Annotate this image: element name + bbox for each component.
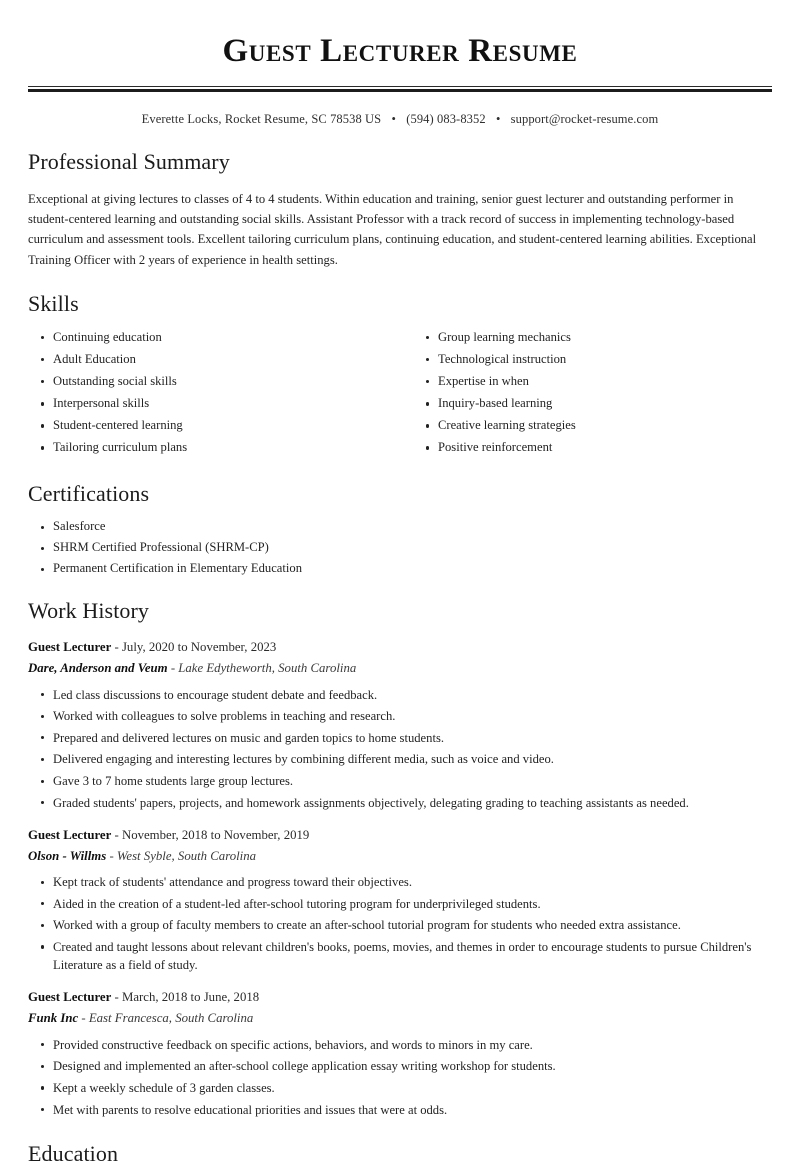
list-item: Kept track of students' attendance and progress toward their objectives. (28, 873, 772, 891)
list-item: Student-centered learning (28, 417, 400, 435)
contact-phone: (594) 083-8352 (406, 112, 486, 127)
list-item: Interpersonal skills (28, 395, 400, 413)
job-company: Funk Inc (28, 1011, 79, 1026)
job-separator: - (114, 990, 119, 1005)
section-heading-skills: Skills (28, 291, 79, 317)
job-separator: - (170, 660, 176, 675)
job-separator: - (81, 1011, 86, 1026)
job-dates: March, 2018 to June, 2018 (121, 990, 260, 1005)
job-bullet-list (28, 1036, 772, 1119)
contact-address: Everette Locks, Rocket Resume, SC 78538 US (141, 112, 382, 127)
job-separator: - (114, 827, 119, 842)
list-item: Tailoring curriculum plans (28, 439, 400, 457)
list-item: Met with parents to resolve educational priorities and issues that were at odds. (28, 1101, 772, 1119)
header-divider (28, 86, 772, 92)
job-company: Dare, Anderson and Veum (28, 660, 168, 675)
job-title-line (28, 638, 772, 657)
page-title: Guest Lecturer Resume (222, 33, 578, 69)
section-heading-education: Education (28, 1140, 119, 1166)
list-item: Salesforce (28, 518, 772, 536)
list-item: Delivered engaging and interesting lectures by combining different media, such as voice and video. (28, 750, 772, 768)
job-bullet-list (28, 686, 772, 812)
job-responsibilities (28, 1036, 772, 1119)
contact-info (28, 112, 772, 127)
list-item: Creative learning strategies (413, 417, 772, 435)
section-heading-professional-summary: Professional Summary (28, 149, 230, 175)
job-company-line (28, 659, 772, 678)
job-location: East Francesca, South Carolina (88, 1011, 254, 1026)
job-location: West Syble, South Carolina (116, 848, 257, 863)
job-title: Guest Lecturer (28, 990, 112, 1005)
list-item: Inquiry-based learning (413, 395, 772, 413)
skills-column-left (28, 329, 400, 461)
divider-line-bottom (28, 89, 772, 92)
list-item: Adult Education (28, 351, 400, 369)
section-heading-work-history: Work History (28, 598, 150, 624)
job-responsibilities (28, 686, 772, 812)
skills-column-right (400, 329, 772, 461)
job-title: Guest Lecturer (28, 640, 112, 655)
work-history-entry (28, 988, 772, 1118)
list-item: SHRM Certified Professional (SHRM-CP) (28, 539, 772, 557)
job-title: Guest Lecturer (28, 827, 112, 842)
list-item: Prepared and delivered lectures on music and garden topics to home students. (28, 729, 772, 747)
list-item: Positive reinforcement (413, 439, 772, 457)
job-company-line (28, 847, 772, 866)
list-item: Group learning mechanics (413, 329, 772, 347)
list-item: Provided constructive feedback on specific actions, behaviors, and words to minors in my care. (28, 1036, 772, 1054)
job-title-line (28, 988, 772, 1007)
job-responsibilities (28, 873, 772, 974)
contact-separator-2: • (495, 112, 501, 127)
list-item: Technological instruction (413, 351, 772, 369)
section-heading-certifications: Certifications (28, 481, 150, 507)
list-item: Expertise in when (413, 373, 772, 391)
professional-summary-text: Exceptional at giving lectures to classes of 4 to 4 students. Within education and training, senior guest lecturer and outstanding performer in student-centered learning and outstanding social skills. Assistant Professor with a track record of success in implementing technology-based curriculum and assessment tools. Excellent tailoring curriculum plans, continuing education, and student-centered learning abilities. Exceptional Training Officer with 2 years of experience in health settings. (28, 191, 757, 267)
work-history-entry (28, 826, 772, 975)
list-item: Designed and implemented an after-school college application essay writing workshop for students. (28, 1057, 772, 1075)
list-item: Graded students' papers, projects, and homework assignments objectively, delegating grading to teaching assistants as needed. (28, 794, 772, 812)
job-bullet-list (28, 873, 772, 974)
skills-list-right (413, 329, 772, 457)
list-item: Worked with a group of faculty members to create an after-school tutorial program for students who needed extra assistance. (28, 916, 772, 934)
contact-separator-1: • (391, 112, 396, 127)
job-separator: - (114, 640, 119, 655)
certifications-list (28, 518, 772, 578)
list-item: Outstanding social skills (28, 373, 400, 391)
certifications-list-wrap (28, 518, 772, 578)
job-location: Lake Edytheworth, South Carolina (178, 660, 357, 675)
job-dates: November, 2018 to November, 2019 (121, 827, 310, 842)
job-title-line (28, 826, 772, 845)
job-company: Olson - Willms (28, 848, 107, 863)
job-dates: July, 2020 to November, 2023 (121, 640, 277, 655)
list-item: Kept a weekly schedule of 3 garden classes. (28, 1079, 772, 1097)
skills-list-left (28, 329, 400, 457)
list-item: Led class discussions to encourage student debate and feedback. (28, 686, 772, 704)
list-item: Continuing education (28, 329, 400, 347)
contact-email: support@rocket-resume.com (510, 112, 659, 127)
job-separator: - (109, 848, 114, 863)
list-item: Aided in the creation of a student-led after-school tutoring program for underprivileged students. (28, 895, 772, 913)
list-item: Worked with colleagues to solve problems in teaching and research. (28, 707, 772, 725)
skills-columns (28, 329, 772, 461)
list-item: Gave 3 to 7 home students large group lectures. (28, 772, 772, 790)
job-company-line (28, 1009, 772, 1028)
list-item: Created and taught lessons about relevant children's books, poems, movies, and themes in order to encourage students to pursue Children's Literature as a field of study. (28, 938, 772, 975)
work-history-entry (28, 638, 772, 812)
list-item: Permanent Certification in Elementary Education (28, 560, 772, 578)
